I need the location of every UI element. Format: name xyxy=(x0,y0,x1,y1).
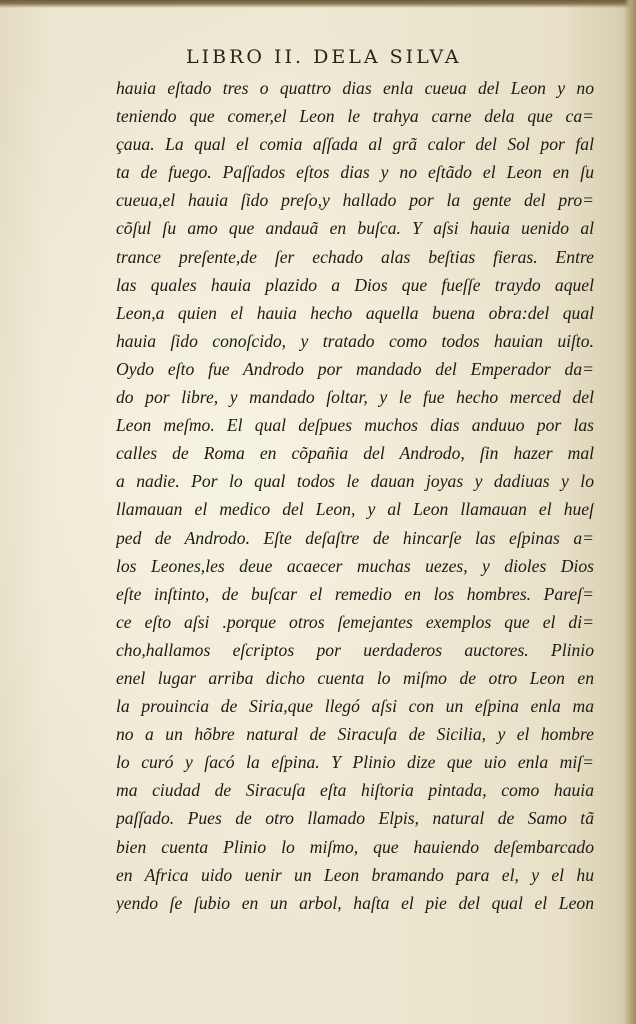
text-line: cho,hallamos eſcriptos por uerdaderos auctores. Plinio xyxy=(116,639,594,660)
text-line: cõſul ſu amo que andauã en buſca. Y aſsi hauia uenido al xyxy=(116,218,594,239)
body-text xyxy=(116,74,594,917)
text-line: las quales hauia plazido a Dios que fueſſe traydo aquel xyxy=(116,274,594,295)
text-line: yendo ſe ſubio en un arbol, haſta el pie del qual el Leon xyxy=(116,892,594,913)
text-line: Leon meſmo. El qual deſpues muchos dias anduuo por las xyxy=(116,415,594,436)
text-line: do por libre, y mandado ſoltar, y le fue hecho merced del xyxy=(116,387,594,408)
text-line: los Leones,les deue acaecer muchas uezes, y dioles Dios xyxy=(116,555,594,576)
text-line: Oydo eſto fue Androdo por mandado del Emperador da= xyxy=(116,358,594,379)
text-line: a nadie. Por lo qual todos le dauan joyas y dadiuas y lo xyxy=(116,471,594,492)
text-line: enel lugar arriba dicho cuenta lo miſmo de otro Leon en xyxy=(116,667,594,688)
running-head: LIBRO II. DELA SILVA xyxy=(186,46,462,68)
text-line: hauia ſido conoſcido, y tratado como todos hauian uiſto. xyxy=(116,330,594,351)
text-line: çaua. La qual el comia aſſada al grã calor del Sol por fal xyxy=(116,134,594,155)
text-line: paſſado. Pues de otro llamado Elpis, natural de Samo tã xyxy=(116,808,594,829)
page-top-edge xyxy=(0,0,636,8)
text-line: lo curó y ſacó la eſpina. Y Plinio dize que uio enla miſ= xyxy=(116,752,594,773)
text-line: no a un hõbre natural de Siracuſa de Sicilia, y el hombre xyxy=(116,724,594,745)
page-right-edge xyxy=(624,0,636,1024)
text-line: ce eſto aſsi .porque otros ſemejantes exemplos que el di= xyxy=(116,611,594,632)
text-line: cueua,el hauia ſido preſo,y hallado por la gente del pro= xyxy=(116,190,594,211)
text-line: teniendo que comer,el Leon le trahya carne dela que ca= xyxy=(116,106,594,127)
text-line: la prouincia de Siria,que llegó aſsi con un eſpina enla ma xyxy=(116,696,594,717)
text-line: en Africa uido uenir un Leon bramando para el, y el hu xyxy=(116,864,594,885)
text-line: Leon,a quien el hauia hecho aquella buena obra:del qual xyxy=(116,302,594,323)
text-line: bien cuenta Plinio lo miſmo, que hauiendo deſembarcado xyxy=(116,836,594,857)
text-line: calles de Roma en cõpañia del Androdo, ſin hazer mal xyxy=(116,443,594,464)
text-line: hauia eſtado tres o quattro dias enla cueua del Leon y no xyxy=(116,78,594,98)
text-line: ta de fuego. Paſſados eſtos dias y no eſtãdo el Leon en ſu xyxy=(116,162,594,183)
text-line: trance preſente,de ſer echado alas beſtias fieras. Entre xyxy=(116,246,594,267)
text-line: llamauan el medico del Leon, y al Leon llamauan el hueſ xyxy=(116,499,594,520)
text-line: ma ciudad de Siracuſa eſta hiſtoria pintada, como hauia xyxy=(116,780,594,801)
text-line: ped de Androdo. Eſte deſaſtre de hincarſe las eſpinas a= xyxy=(116,527,594,548)
text-line: eſte inſtinto, de buſcar el remedio en los hombres. Pareſ= xyxy=(116,583,594,604)
